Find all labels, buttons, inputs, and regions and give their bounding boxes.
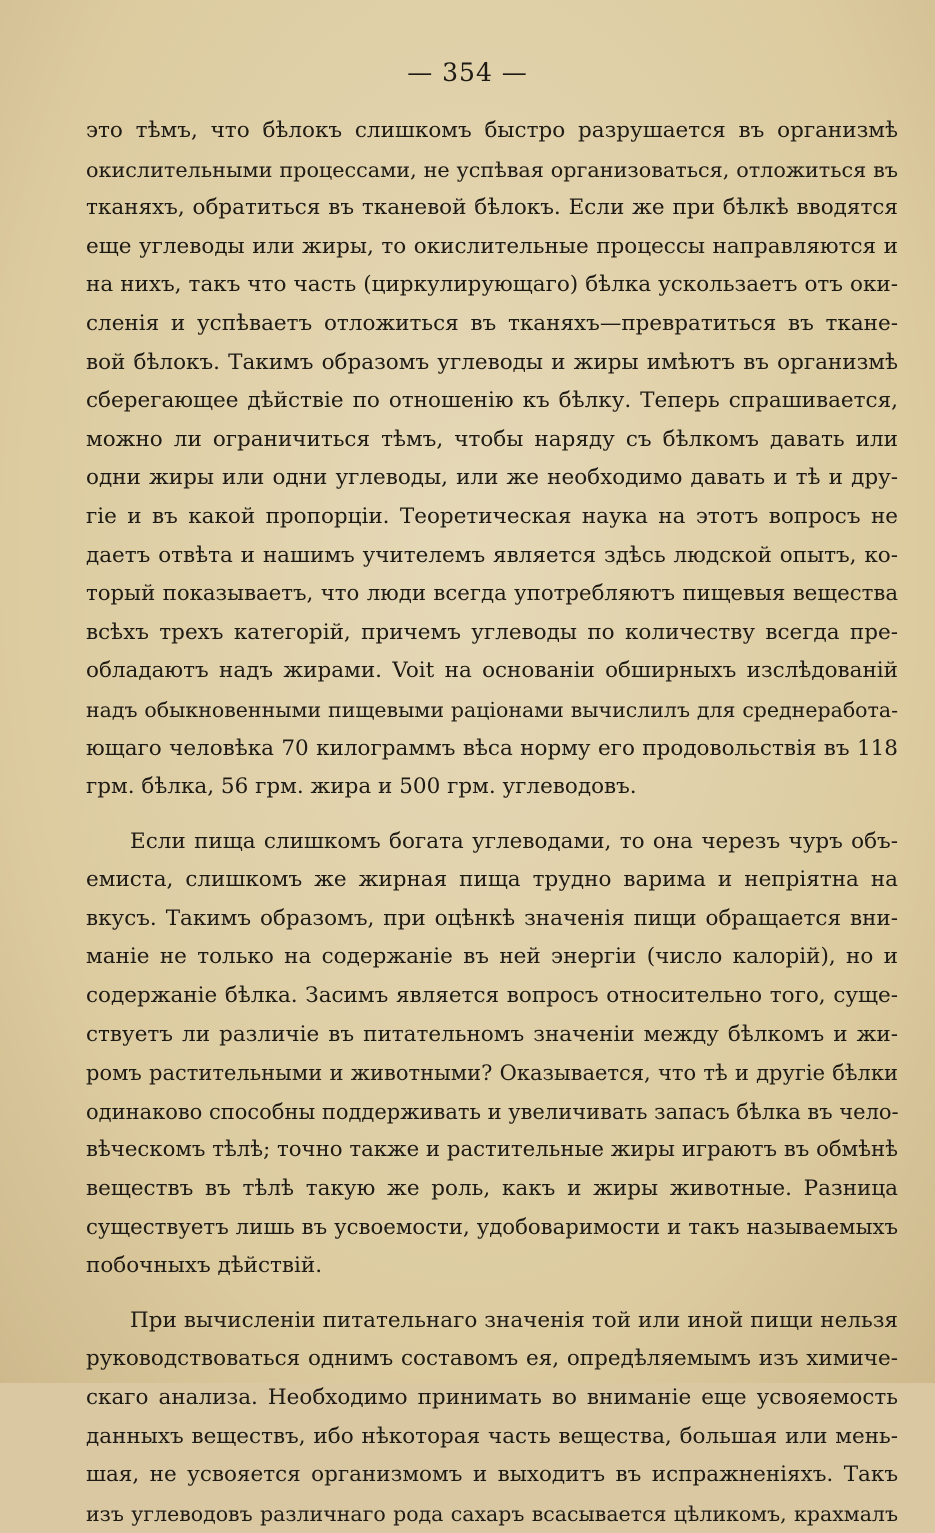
text-line: еще углеводы или жиры, то окислительные процессы направляются и — [86, 233, 898, 259]
text-line: скаго анализа. Необходимо принимать во вниманіе еще усвояемость — [86, 1385, 898, 1410]
text-line: шая, не усвояется организмомъ и выходитъ въ испражненіяхъ. Такъ — [86, 1462, 898, 1488]
text-line: грм. бѣлка, 56 грм. жира и 500 грм. углеводовъ. — [86, 774, 637, 800]
text-line: тканяхъ, обратиться въ тканевой бѣлокъ. Если же при бѣлкѣ вводятся — [86, 195, 898, 221]
text-line: даетъ отвѣта и нашимъ учителемъ является здѣсь людской опытъ, ко- — [86, 542, 898, 568]
page-number: — 354 — — [407, 58, 528, 87]
paragraph-gap — [86, 1286, 898, 1302]
text-line: вкусъ. Такимъ образомъ, при оцѣнкѣ значенія пищи обращается вни- — [86, 905, 898, 931]
text-line: гіе и въ какой пропорціи. Теоретическая наука на этотъ вопросъ не — [86, 503, 898, 529]
text-line: вѣческомъ тѣлѣ; точно также и растительные жиры играютъ въ обмѣнѣ — [86, 1137, 898, 1163]
text-line: сберегающее дѣйствіе по отношенію къ бѣлку. Теперь спрашивается, — [86, 388, 898, 414]
text-line: торый показываетъ, что люди всегда употребляютъ пищевыя вещества — [86, 581, 898, 607]
text-line: одни жиры или одни углеводы, или же необходимо давать и тѣ и дру- — [86, 465, 898, 491]
text-line: вой бѣлокъ. Такимъ образомъ углеводы и жиры имѣютъ въ организмѣ — [86, 349, 898, 375]
text-line: содержаніе бѣлка. Засимъ является вопросъ относительно того, суще- — [86, 983, 898, 1009]
paragraph-1 — [86, 112, 898, 807]
paragraph-gap — [86, 807, 898, 823]
text-line: При вычисленіи питательнаго значенія той или иной пищи нельзя — [130, 1307, 898, 1333]
text-line: всѣхъ трехъ категорій, причемъ углеводы по количеству всегда пре- — [86, 619, 898, 645]
paragraph-3 — [86, 1302, 898, 1533]
text-line: ющаго человѣка 70 килограммъ вѣса норму его продовольствія въ 118 — [86, 735, 898, 761]
text-line: изъ углеводовъ различнаго рода сахаръ всасывается цѣликомъ, крахмалъ — [86, 1501, 898, 1526]
text-line: веществъ въ тѣлѣ такую же роль, какъ и жиры животные. Разница — [86, 1176, 898, 1202]
text-line: одинаково способны поддерживать и увеличивать запасъ бѣлка въ чело- — [86, 1099, 899, 1124]
text-line: ромъ растительными и животными? Оказывается, что тѣ и другіе бѣлки — [86, 1061, 898, 1086]
text-line: окислительными процессами, не успѣвая организоваться, отложиться въ — [86, 157, 898, 182]
text-line: можно ли ограничиться тѣмъ, чтобы наряду съ бѣлкомъ давать или — [86, 426, 898, 452]
text-line: надъ обыкновенными пищевыми раціонами вычислилъ для среднеработа- — [86, 697, 898, 722]
text-line: сленія и успѣваетъ отложиться въ тканяхъ—превратиться въ ткане- — [86, 310, 898, 336]
text-line: Если пища слишкомъ богата углеводами, то она черезъ чуръ объ- — [130, 828, 898, 854]
text-line: емиста, слишкомъ же жирная пища трудно варима и непріятна на — [86, 867, 898, 893]
text-line: данныхъ веществъ, ибо нѣкоторая часть вещества, большая или мень- — [86, 1423, 898, 1449]
text-line: ствуетъ ли различіе въ питательномъ значеніи между бѣлкомъ и жи- — [86, 1021, 898, 1047]
paragraph-2 — [86, 823, 898, 1286]
text-line: на нихъ, такъ что часть (циркулирующаго) бѣлка ускользаетъ отъ оки- — [86, 272, 898, 298]
text-line: маніе не только на содержаніе въ ней энергіи (число калорій), но и — [86, 944, 898, 970]
text-line: побочныхъ дѣйствій. — [86, 1253, 323, 1279]
text-line: руководствоваться однимъ составомъ ея, опредѣляемымъ изъ химиче- — [86, 1346, 898, 1372]
text-line: это тѣмъ, что бѣлокъ слишкомъ быстро разрушается въ организмѣ — [86, 118, 898, 143]
text-line: обладаютъ надъ жирами. Voit на основаніи обширныхъ изслѣдованій — [86, 658, 898, 684]
body-text — [86, 112, 898, 1533]
text-line: существуетъ лишь въ усвоемости, удобоваримости и такъ называемыхъ — [86, 1214, 898, 1240]
